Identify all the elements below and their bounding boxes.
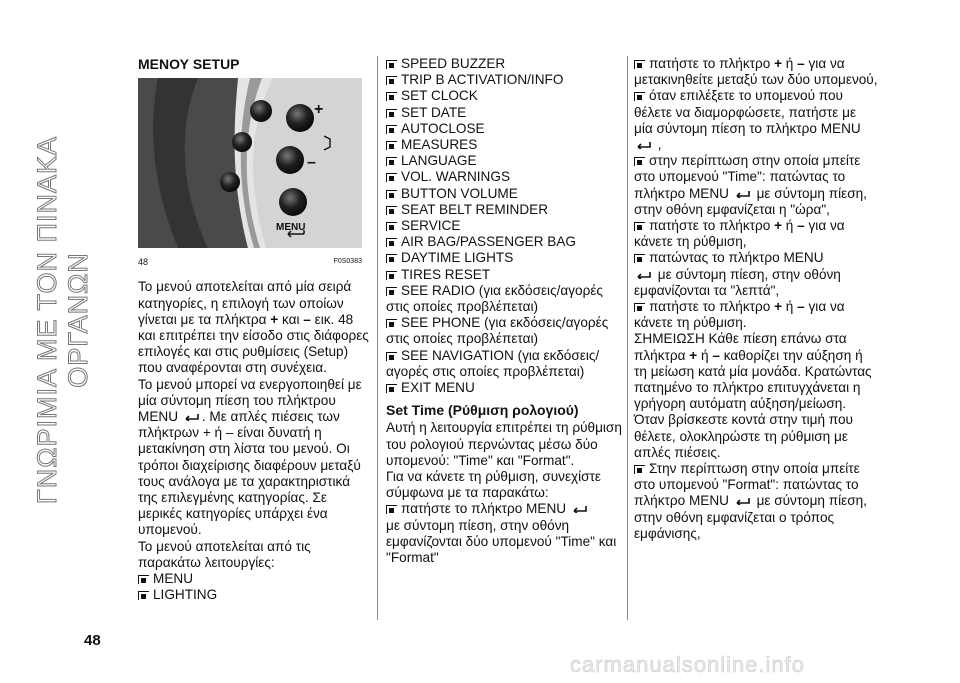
bullet-icon [386,109,397,118]
svg-text:+: + [314,101,324,119]
menu-items-list [386,56,622,396]
list-item: Στην περίπτωση στην οποία μπείτε στο υπομενού "Format": πατώντας το πλήκτρο MENU με σύντομη πίεση, στην οθόνη εμφανίζεται ο τρόπος εμφάνισης, [634,461,867,541]
list-item: πατήστε το πλήκτρο MENU με σύντομη πίεση, στην οθόνη εμφανίζονται δύο υπομενού "Time" και "Format" [386,501,617,566]
bullet-icon [634,60,645,69]
menu-return-icon [572,504,588,513]
set-time-paragraph: Αυτή η λειτουργία επιτρέπει τη ρύθμιση του ρολογιού περνώντας μέσω δύο υπομενού: "Time" και "Format". [386,420,622,468]
bullet-icon [386,352,397,361]
list-item: VOL. WARNINGS [386,169,622,185]
list-item: πατήστε το πλήκτρο + ή – για να κάνετε τη ρύθμιση. [634,299,845,331]
stability-warning-icon [232,132,252,152]
bullet-icon [386,173,397,182]
column-divider [377,56,378,620]
bullet-icon [634,254,645,263]
bullet-icon [634,157,645,166]
list-item: SEE PHONE (για εκδόσεις/αγορές στις οποίες προβλέπεται) [386,315,609,347]
figure-code: F0S0383 [333,258,362,266]
list-item: MENU [138,571,370,587]
bullet-icon [386,76,397,85]
menu-return-icon [735,189,751,198]
list-item: AIR BAG/PASSENGER BAG [386,234,622,250]
bullet-icon [634,465,645,474]
bullet-icon [386,157,397,166]
bullet-icon [386,141,397,150]
bullet-icon [386,254,397,263]
immobilizer-warning-icon [220,172,240,192]
activation-paragraph: Το μενού μπορεί να ενεργοποιηθεί με μία σύντομη πίεση του πλήκτρου MENU . Με απλές πιέσεις των πλήκτρων + ή – είναι δυνατή η μετακίνηση στη λίστα του μενού. Οι τρόποι διαχείρισης διαφέρουν μεταξύ τους ανάλογα με τα χαρακτηριστικά της επιλεγμένης κατηγορίας. Σε μερικές κατηγορίες υπάρχει ένα υπομενού. [138,376,362,538]
list-item: TRIP B ACTIVATION/INFO [386,72,622,88]
list-item: SPEED BUZZER [386,56,622,72]
page-number: 48 [84,632,101,649]
abs-warning-icon [250,100,272,122]
minus-button[interactable] [276,146,304,174]
bullet-icon [386,60,397,69]
list-item: BUTTON VOLUME [386,186,622,202]
list-item: SEE RADIO (για εκδόσεις/αγορές στις οποίες προβλέπεται) [386,282,603,315]
bullet-icon [386,271,397,280]
figure-number: 48 [138,257,149,268]
subsection-heading: Set Time (Ρύθμιση ρολογιού) [386,402,579,419]
list-item: AUTOCLOSE [386,121,622,137]
list-item: στην περίπτωση στην οποία μπείτε στο υπομενού "Time": πατώντας το πλήκτρο MENU με σύντομη πίεση, στην οθόνη εμφανίζεται η "ώρα", [634,153,867,217]
bullet-icon [386,125,397,134]
list-item: DAYTIME LIGHTS [386,250,622,266]
bullet-icon [386,190,397,199]
list-item: SEAT BELT REMINDER [386,202,622,218]
watermark-footer: carmanualsonline.info [570,652,806,677]
svg-text:–: – [307,154,316,172]
bullet-icon [634,303,645,312]
intro-paragraph: Το μενού αποτελείται από μία σειρά κατηγορίες, η επιλογή των οποίων γίνεται με τα πλήκτρα + και – εικ. 48 και επιτρέπει την είσοδο στις διάφορες επιλογές και στις ρυθμίσεις (Setup) που αναφέρονται στη συνέχεια. [138,279,369,376]
list-item: EXIT MENU [386,380,622,396]
column-3 [634,56,878,542]
list-item: LIGHTING [138,587,370,603]
list-item: LANGUAGE [386,153,622,169]
figure-dashboard-buttons [138,78,362,248]
bullet-icon [386,206,397,215]
list-item: πατήστε το πλήκτρο + ή – για να κάνετε τη ρύθμιση, [634,218,845,250]
bullet-icon [386,319,397,328]
list-item: MEASURES [386,137,622,153]
bullet-icon [386,222,397,231]
menu-button[interactable] [279,188,307,216]
bullet-icon [386,92,397,101]
menu-button-label: MENU [276,222,306,234]
functions-paragraph: Το μενού αποτελείται από τις παρακάτω λειτουργίες: [138,538,311,570]
note-paragraph: ΣΗΜΕΙΩΣΗ Κάθε πίεση επάνω στα πλήκτρα + ή – καθορίζει την αύξηση ή τη μείωση κατά μία μονάδα. Κρατώντας πατημένο το πλήκτρο επιτυγχάνεται η γρήγορη αυτόματη αύξηση/μείωση. Όταν βρίσκεστε κοντά στην τιμή που θέλετε, ολοκληρώστε τη ρύθμιση με απλές πιέσεις. [634,331,872,460]
menu-return-icon [636,140,652,149]
menu-return-icon [735,496,751,505]
bullet-icon [386,384,397,393]
bullet-icon [386,505,397,514]
list-item: SERVICE [386,218,622,234]
column-1 [138,56,370,603]
menu-return-icon [184,412,200,421]
bullet-icon [138,575,149,584]
list-item: πατήστε το πλήκτρο + ή – για να μετακινηθείτε μεταξύ των δύο υπομενού, [634,56,878,88]
procedure-paragraph: Για να κάνετε τη ρύθμιση, συνεχίστε σύμφωνα με τα παρακάτω: [386,469,601,501]
chapter-side-title: ΓΝΩΡΙΜΙΑ ΜΕ ΤΟΝ ΠΙΝΑΚΑ ΟΡΓΑΝΩΝ [32,135,93,505]
bullet-icon [386,287,397,296]
list-item: πατώντας το πλήκτρο MENU με σύντομη πίεση, στην οθόνη εμφανίζονται τα "λεπτά", [634,250,841,298]
column-2 [386,56,622,566]
column-divider [627,56,628,620]
list-item: SEE NAVIGATION (για εκδόσεις/αγορές στις οποίες προβλέπεται) [386,347,600,379]
menu-return-icon [636,270,652,279]
bullet-icon [634,222,645,231]
section-heading: ΜΕΝΟΥ SETUP [138,56,240,72]
bullet-icon [138,591,149,600]
list-item: TIRES RESET [386,267,622,283]
list-item: SET DATE [386,105,622,121]
list-item: όταν επιλέξετε το υπομενού που θέλετε να διαμορφώσετε, πατήστε με μία σύντομη πίεση το πλήκτρο MENU , [634,88,861,153]
bullet-icon [634,92,645,101]
bullet-icon [386,238,397,247]
list-item: SET CLOCK [386,88,622,104]
plus-button[interactable] [286,104,314,132]
figure-caption [138,254,370,270]
